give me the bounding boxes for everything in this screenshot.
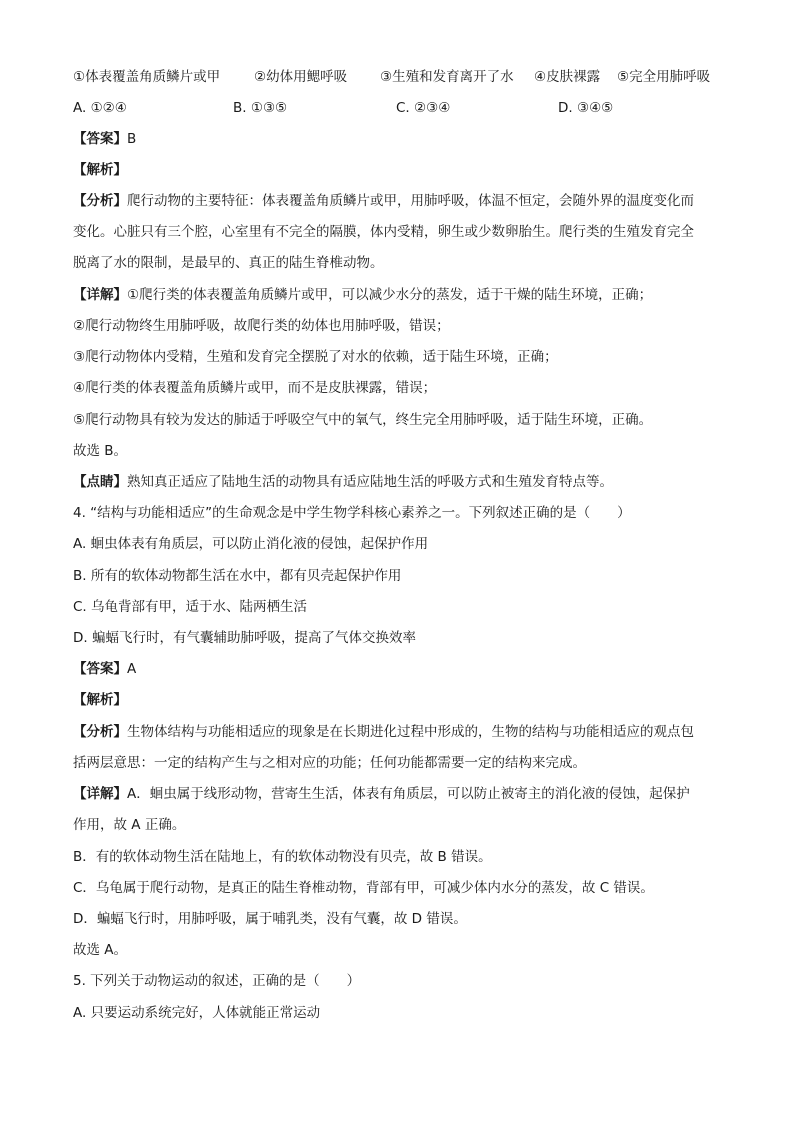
q3-fenxi-line-1	[73, 191, 694, 211]
q3-fenxi-line-2: 变化。心脏只有三个腔，心室里有不完全的隔膜，体内受精，卵生或少数卵胎生。爬行类的生殖发育完全	[73, 224, 694, 240]
q4-fenxi-line-1	[73, 722, 694, 742]
q4-answer-line	[73, 659, 136, 679]
q4-xiangjie-line-3: B．有的软体动物生活在陆地上，有的软体动物没有贝壳，故 B 错误。	[73, 849, 492, 865]
q4-xiangjie-line-4: C．乌龟属于爬行动物，是真正的陆生脊椎动物，背部有甲，可减少体内水分的蒸发，故 C 错误。	[73, 880, 654, 896]
answer-tag: 【答案】	[73, 131, 127, 147]
q4-conclusion: 故选 A。	[73, 942, 128, 958]
answer-value: B	[127, 131, 137, 147]
xiangjie-tag: 【详解】	[73, 287, 127, 303]
answer-tag: 【答案】	[73, 661, 127, 677]
q3-answer-line	[73, 129, 136, 149]
q3-option-c: C. ②③④	[396, 100, 451, 116]
q4-option-d: D. 蝙蝠飞行时，有气囊辅助肺呼吸，提高了气体交换效率	[73, 630, 416, 646]
fenxi-tag: 【分析】	[73, 724, 127, 740]
q3-xiangjie-line-5: ⑤爬行动物具有较为发达的肺适于呼吸空气中的氧气，终生完全用肺呼吸，适于陆生环境，正确。	[73, 412, 653, 428]
q3-xiangjie-line-4: ④爬行类的体表覆盖角质鳞片或甲，而不是皮肤裸露，错误；	[73, 380, 437, 396]
q4-option-c: C. 乌龟背部有甲，适于水、陆两栖生活	[73, 599, 308, 615]
q5-stem: 5. 下列关于动物运动的叙述，正确的是（ ）	[73, 973, 361, 989]
q3-option-d: D. ③④⑤	[558, 100, 614, 116]
statement-1: ①体表覆盖角质鳞片或甲	[73, 69, 221, 85]
q3-option-a: A. ①②④	[73, 100, 127, 116]
q3-dianjing-line	[73, 472, 613, 492]
q3-xiangjie-line-2: ②爬行动物终生用肺呼吸，故爬行类的幼体也用肺呼吸，错误；	[73, 318, 450, 334]
q3-conclusion: 故选 B。	[73, 443, 128, 459]
q3-analysis-heading	[73, 160, 127, 180]
q3-option-b: B. ①③⑤	[233, 100, 288, 116]
q3-xiangjie-line-1	[73, 285, 652, 305]
dianjing-tag: 【点睛】	[73, 474, 127, 490]
analysis-tag: 【解析】	[73, 692, 127, 708]
dianjing-text: 熟知真正适应了陆地生活的动物具有适应陆地生活的呼吸方式和生殖发育特点等。	[127, 474, 613, 490]
xiangjie-text: A．蛔虫属于线形动物，营寄生生活，体表有角质层，可以防止被寄主的消化液的侵蚀，起保护	[127, 786, 690, 802]
q5-option-a: A. 只要运动系统完好，人体就能正常运动	[73, 1005, 321, 1021]
q4-analysis-heading	[73, 690, 127, 710]
q4-option-a: A. 蛔虫体表有角质层，可以防止消化液的侵蚀，起保护作用	[73, 536, 429, 552]
statement-5: ⑤完全用肺呼吸	[617, 69, 711, 85]
q4-option-b: B. 所有的软体动物都生活在水中，都有贝壳起保护作用	[73, 568, 402, 584]
q4-stem: 4. “结构与功能相适应”的生命观念是中学生物学科核心素养之一。下列叙述正确的是（ ）	[73, 505, 631, 521]
statement-3: ③生殖和发育离开了水	[380, 69, 514, 85]
q3-xiangjie-line-3: ③爬行动物体内受精，生殖和发育完全摆脱了对水的依赖，适于陆生环境，正确；	[73, 349, 558, 365]
q4-xiangjie-line-5: D．蝙蝠飞行时，用肺呼吸，属于哺乳类，没有气囊，故 D 错误。	[73, 911, 467, 927]
statement-2: ②幼体用鳃呼吸	[254, 69, 348, 85]
fenxi-text: 爬行动物的主要特征：体表覆盖角质鳞片或甲，用肺呼吸，体温不恒定，会随外界的温度变化而	[127, 193, 694, 209]
q4-xiangjie-line-1	[73, 784, 690, 804]
q3-fenxi-line-3: 脱离了水的限制，是最早的、真正的陆生脊椎动物。	[73, 255, 384, 271]
statement-4: ④皮肤裸露	[534, 69, 601, 85]
q4-fenxi-line-2: 括两层意思：一定的结构产生与之相对应的功能；任何功能都需要一定的结构来完成。	[73, 755, 586, 771]
fenxi-tag: 【分析】	[73, 193, 127, 209]
analysis-tag: 【解析】	[73, 162, 127, 178]
xiangjie-text: ①爬行类的体表覆盖角质鳞片或甲，可以减少水分的蒸发，适于干燥的陆生环境，正确；	[127, 287, 653, 303]
answer-value: A	[127, 661, 137, 677]
xiangjie-tag: 【详解】	[73, 786, 127, 802]
q4-xiangjie-line-2: 作用，故 A 正确。	[73, 817, 186, 833]
fenxi-text: 生物体结构与功能相适应的现象是在长期进化过程中形成的，生物的结构与功能相适应的观点包	[127, 724, 694, 740]
